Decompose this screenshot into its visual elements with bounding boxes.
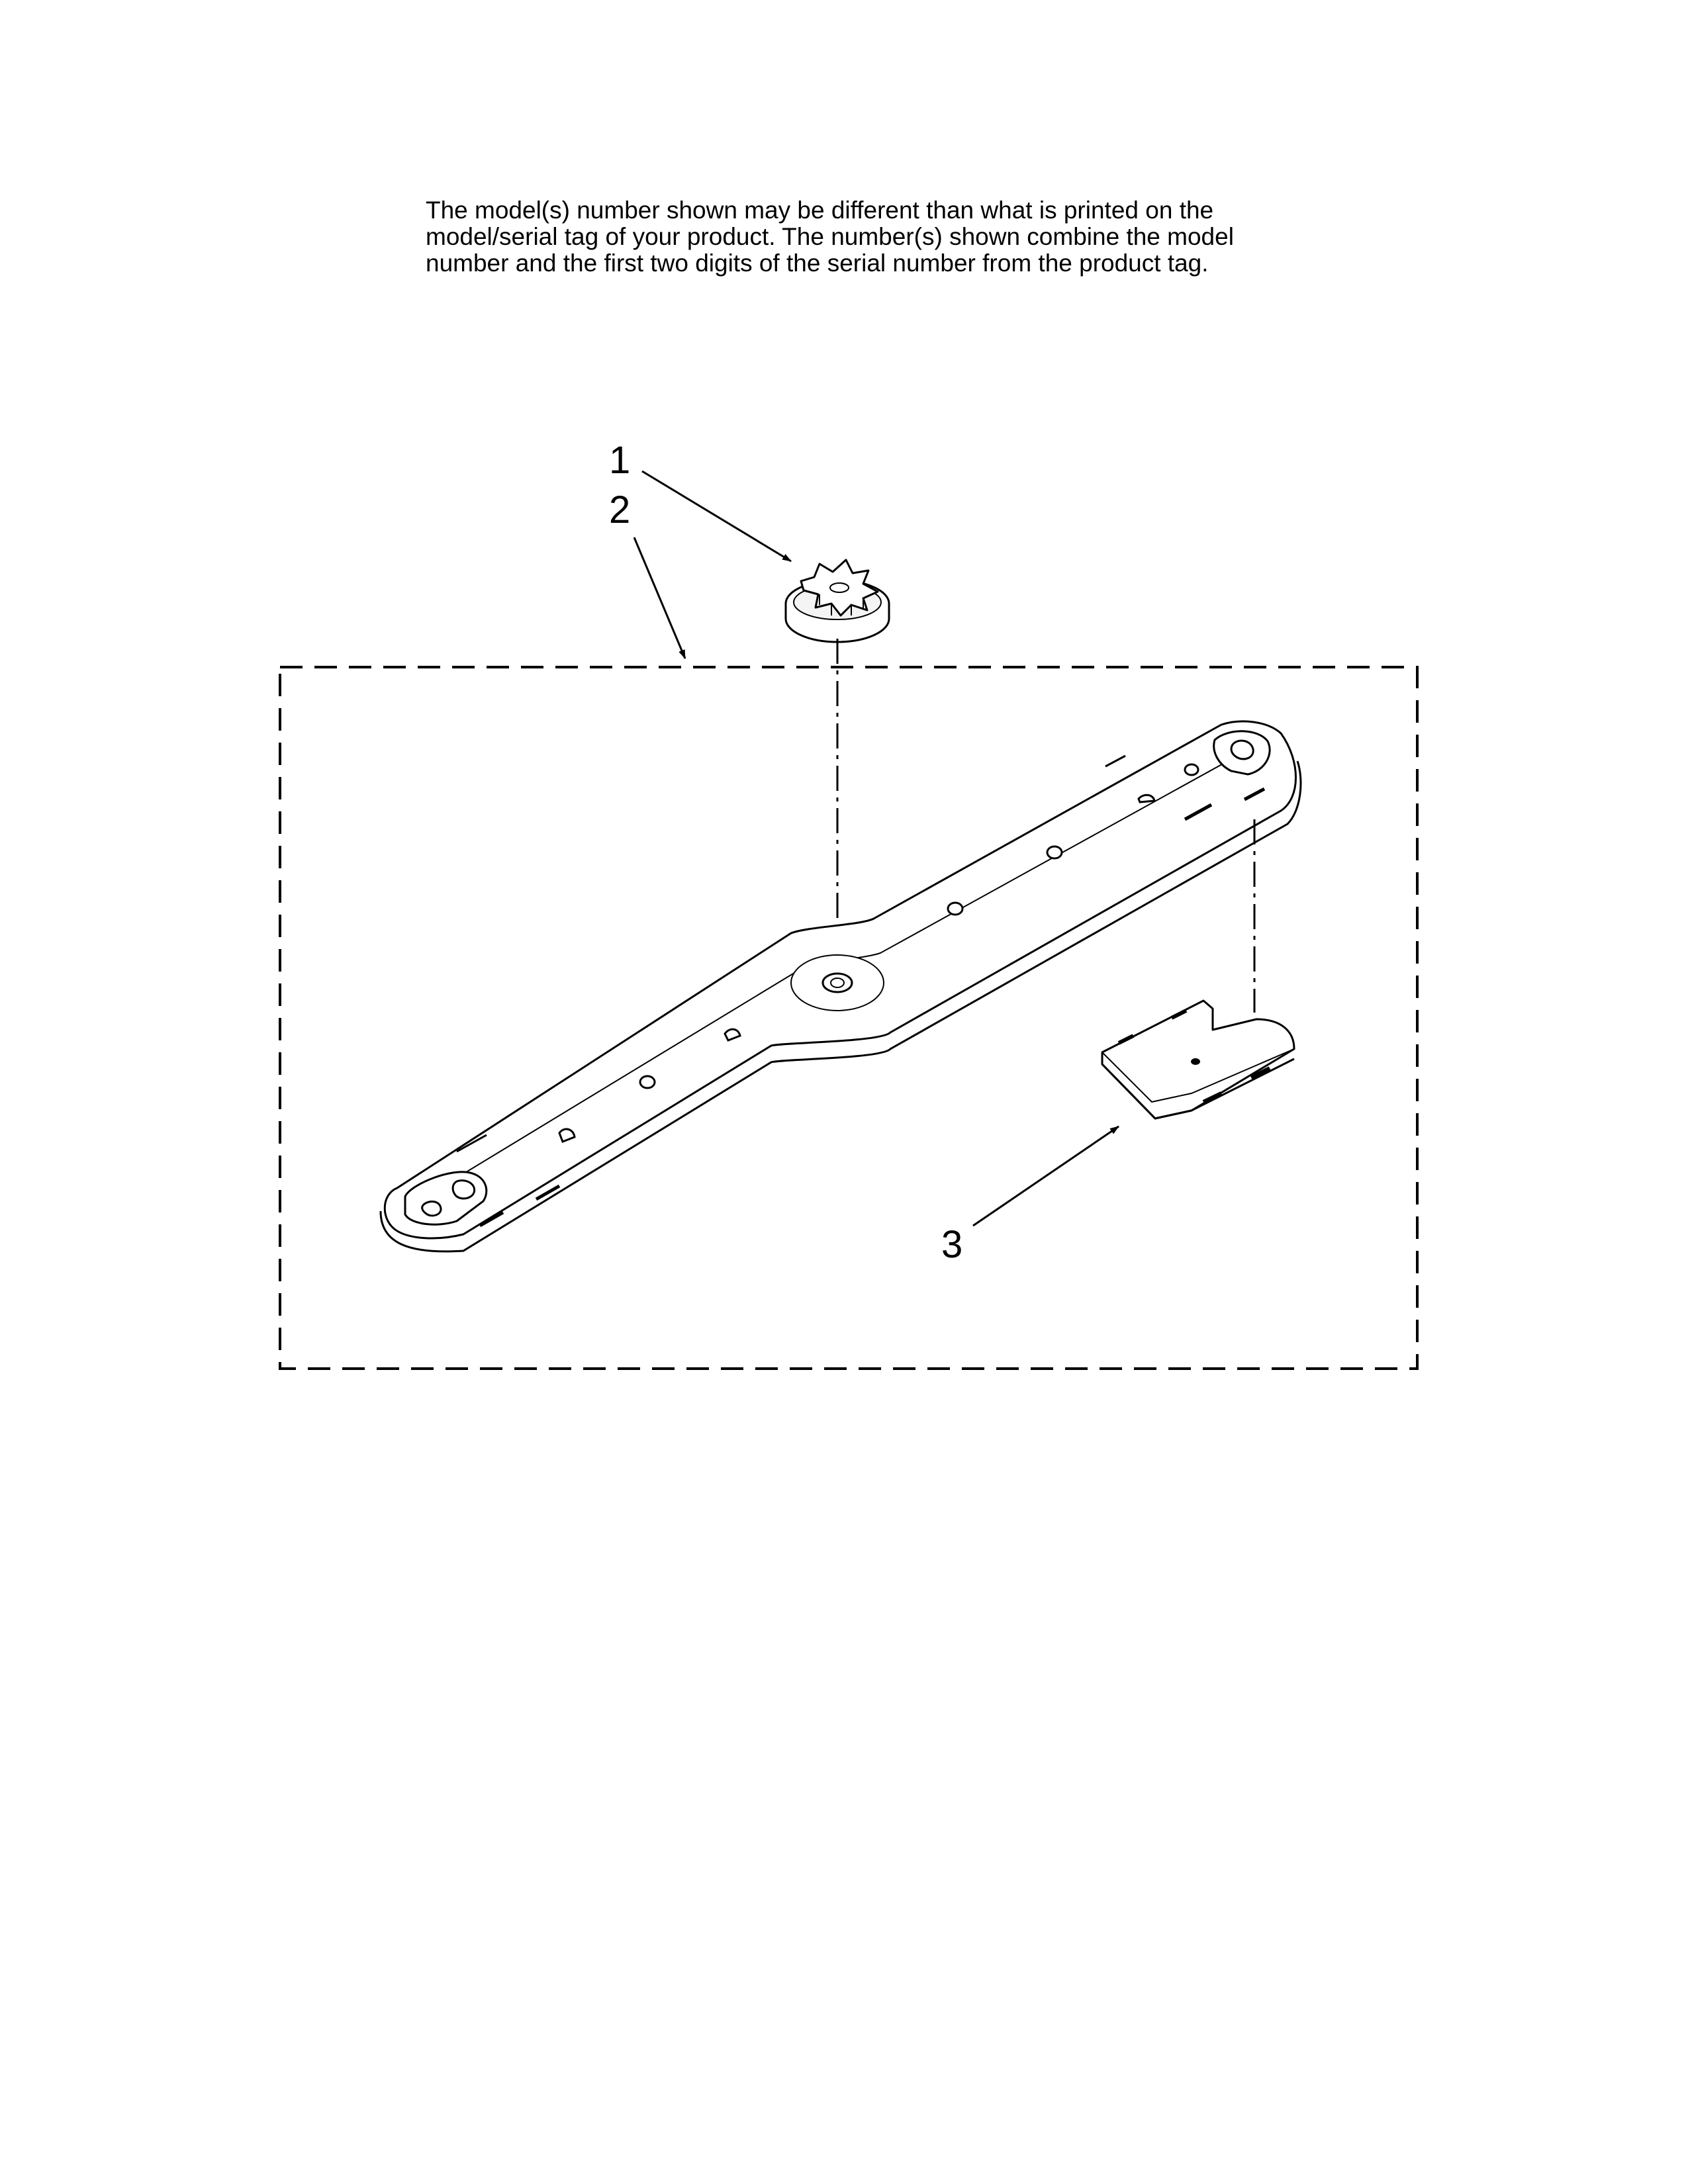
notice-line-2: model/serial tag of your product. The number(s) shown combine the model (426, 223, 1234, 250)
notice-line-1: The model(s) number shown may be different than what is printed on the (426, 197, 1214, 224)
callout-3-label: 3 (941, 1223, 963, 1266)
notice-line-3: number and the first two digits of the serial number from the product tag. (426, 250, 1209, 277)
bracket-part (1102, 1001, 1294, 1118)
callout-2-leader (634, 537, 685, 659)
callout-1-label: 1 (609, 439, 631, 482)
spray-arm-part (381, 721, 1301, 1251)
callout-2-label: 2 (609, 488, 631, 531)
hub-nut-part (786, 560, 889, 642)
callout-1-leader (642, 471, 791, 561)
callout-3-leader (973, 1126, 1119, 1226)
